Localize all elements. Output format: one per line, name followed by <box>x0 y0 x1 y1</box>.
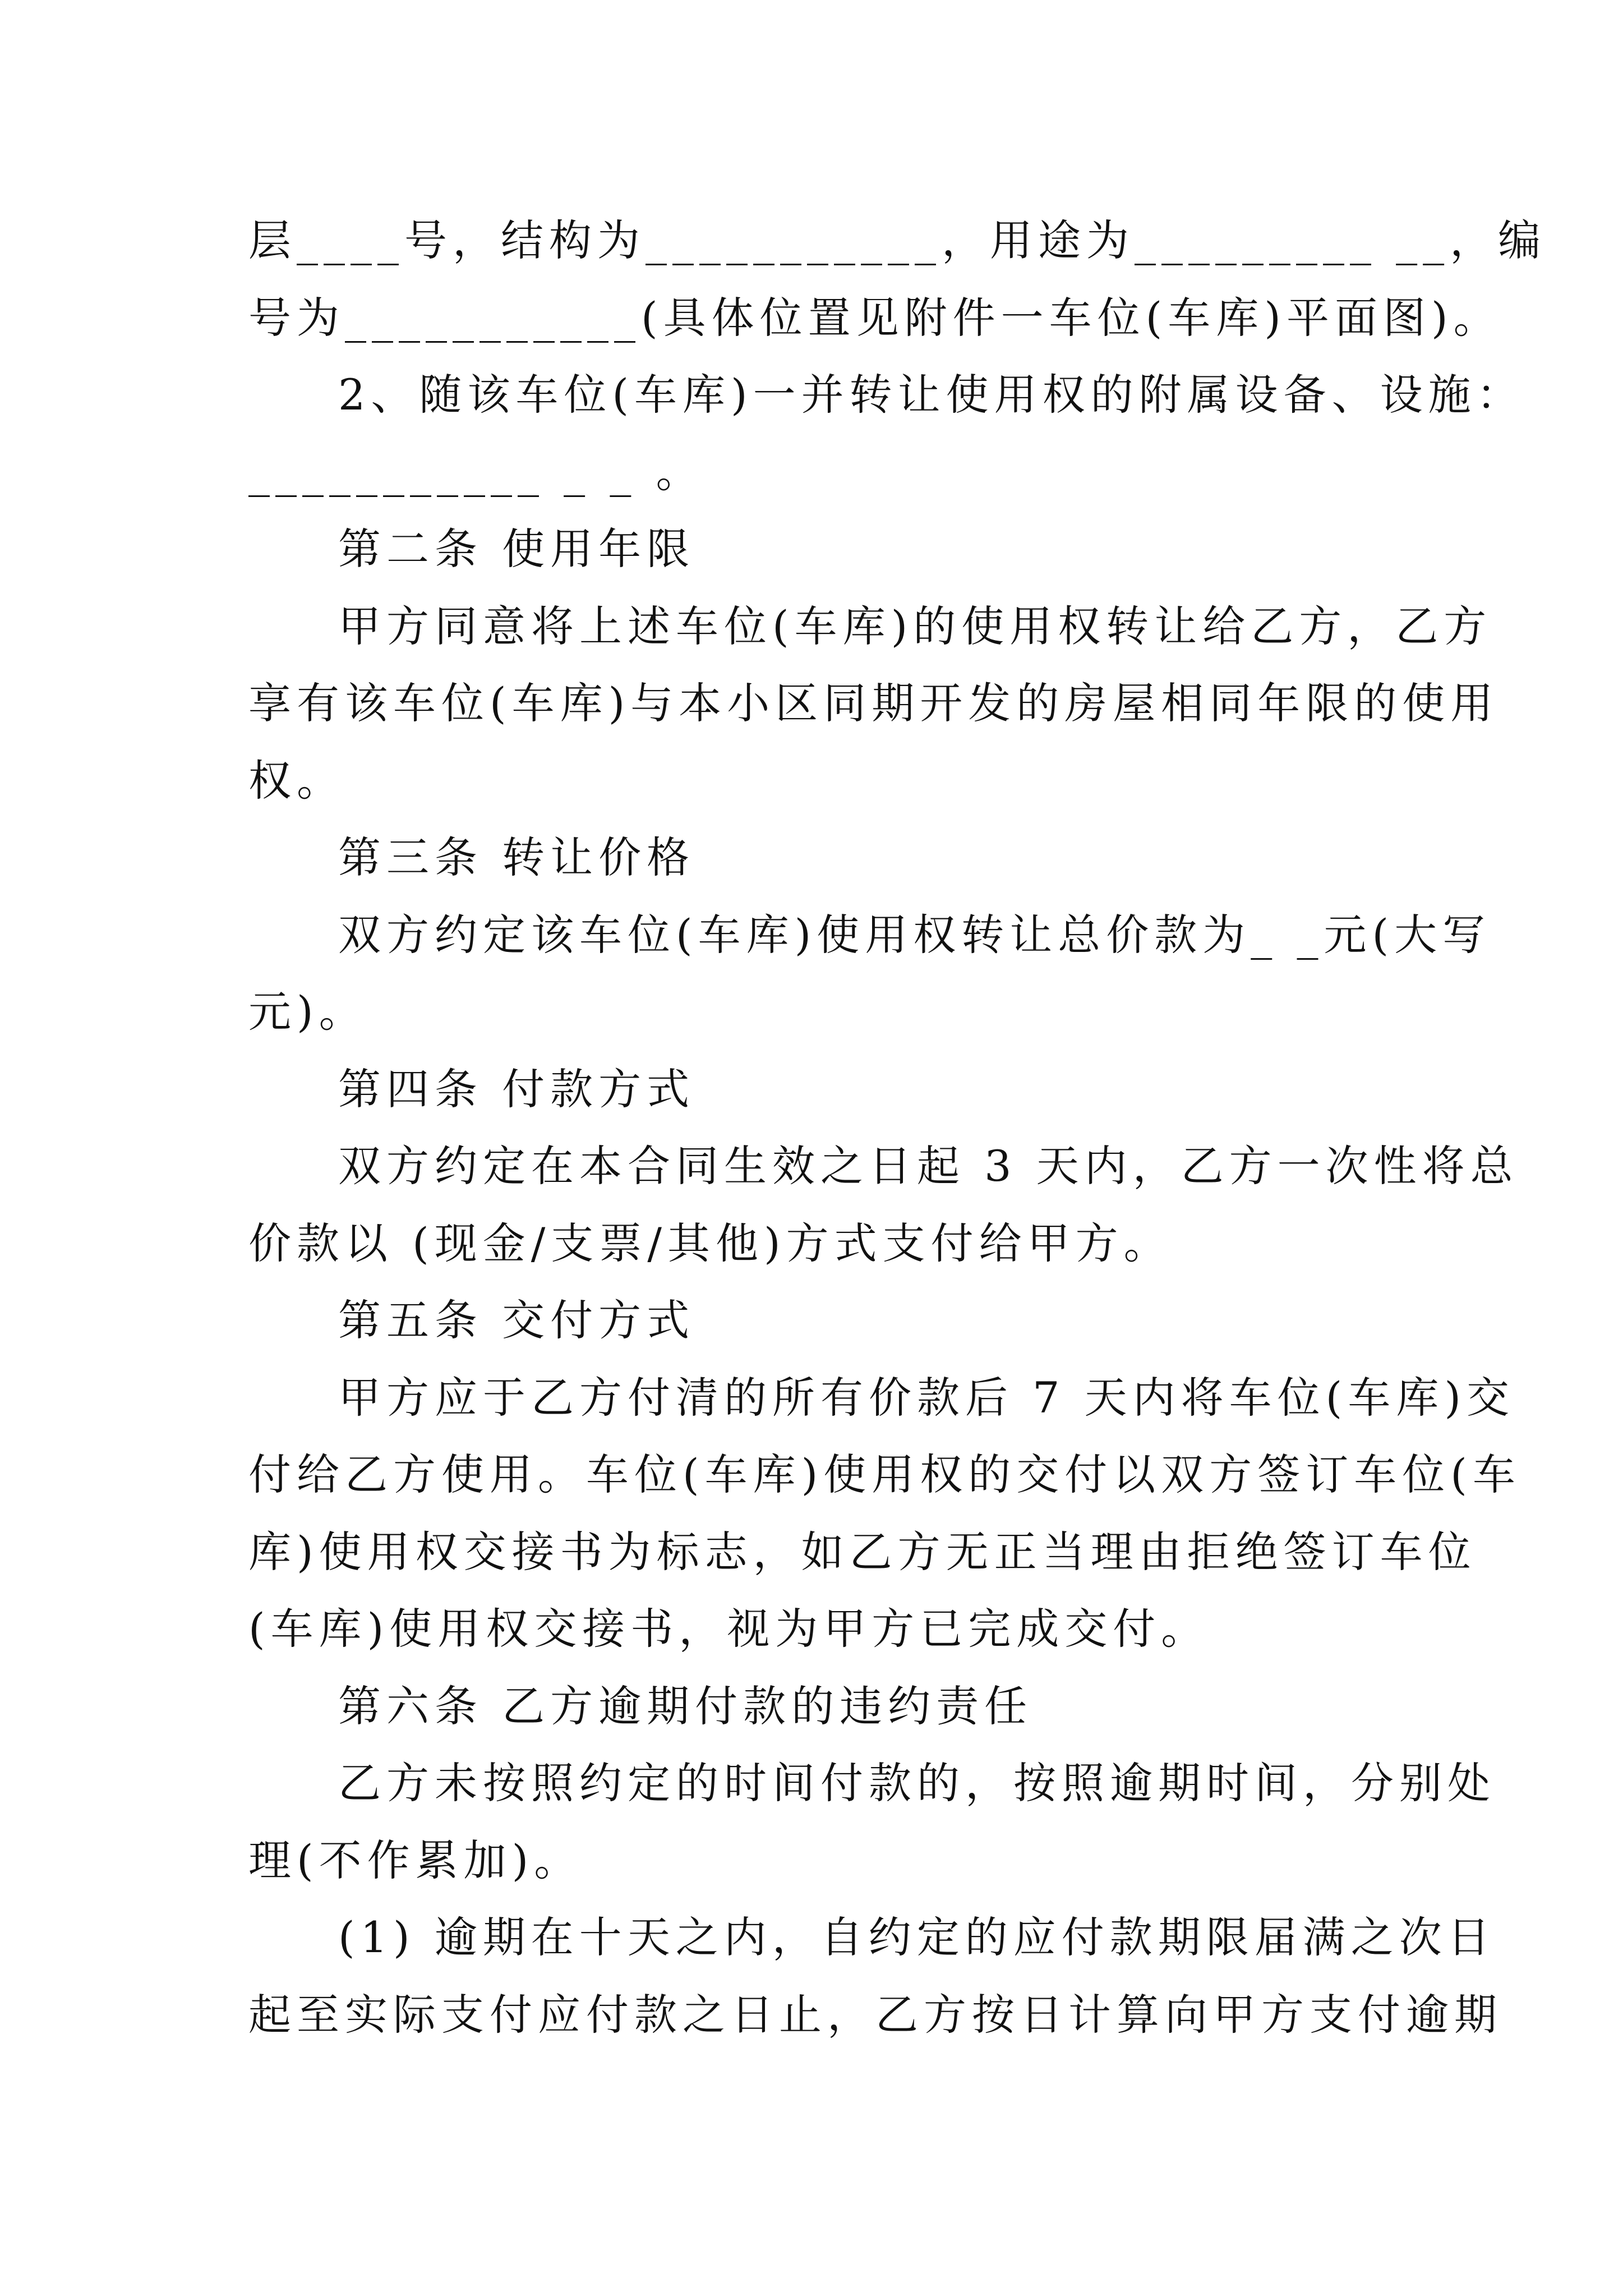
text-line: 乙方未按照约定的时间付款的，按照逾期时间，分别处 <box>338 1758 1496 1808</box>
text-line: 号为___________(具体位置见附件一车位(车库)平面图)。 <box>248 292 1502 343</box>
text-line: 起至实际支付应付款之日止，乙方按日计算向甲方支付逾期 <box>248 1989 1502 2040</box>
text-line: 甲方应于乙方付清的所有价款后 7 天内将车位(车库)交 <box>338 1372 1515 1423</box>
text-line: (车库)使用权交接书，视为甲方已完成交付。 <box>248 1604 1210 1654</box>
section-heading: 第四条 付款方式 <box>338 1064 695 1114</box>
section-heading: 第六条 乙方逾期付款的违约责任 <box>338 1681 1033 1731</box>
text-line: 享有该车位(车库)与本小区同期开发的房屋相同年限的使用 <box>248 678 1499 728</box>
section-heading: 第三条 转让价格 <box>338 832 695 882</box>
text-line: 甲方同意将上述车位(车库)的使用权转让给乙方，乙方 <box>338 601 1492 651</box>
text-line: 双方约定该车位(车库)使用权转让总价款为_ _元(大写 <box>338 909 1491 960</box>
document-body <box>248 202 1547 2053</box>
text-line: 价款以 (现金/支票/其他)方式支付给甲方。 <box>248 1218 1172 1268</box>
text-line: 层____号，结构为___________，用途为_________ __，编 <box>248 215 1547 265</box>
text-line: 库)使用权交接书为标志，如乙方无正当理由拒绝签订车位 <box>248 1526 1477 1577</box>
section-heading: 第二条 使用年限 <box>338 524 695 574</box>
section-heading: 第五条 交付方式 <box>338 1295 695 1345</box>
text-line: 权。 <box>248 755 345 806</box>
text-line: 付给乙方使用。车位(车库)使用权的交付以双方签订车位(车 <box>248 1450 1521 1499</box>
text-line: 双方约定在本合同生效之日起 3 天内，乙方一次性将总 <box>338 1141 1519 1191</box>
text-line: 元)。 <box>248 987 367 1037</box>
text-line: ___________ _ _ 。 <box>248 447 704 497</box>
text-line: 2、随该车位(车库)一并转让使用权的附属设备、设施： <box>338 370 1525 420</box>
text-line: 理(不作累加)。 <box>248 1835 583 1885</box>
text-line: (1) 逾期在十天之内，自约定的应付款期限届满之次日 <box>338 1912 1496 1962</box>
